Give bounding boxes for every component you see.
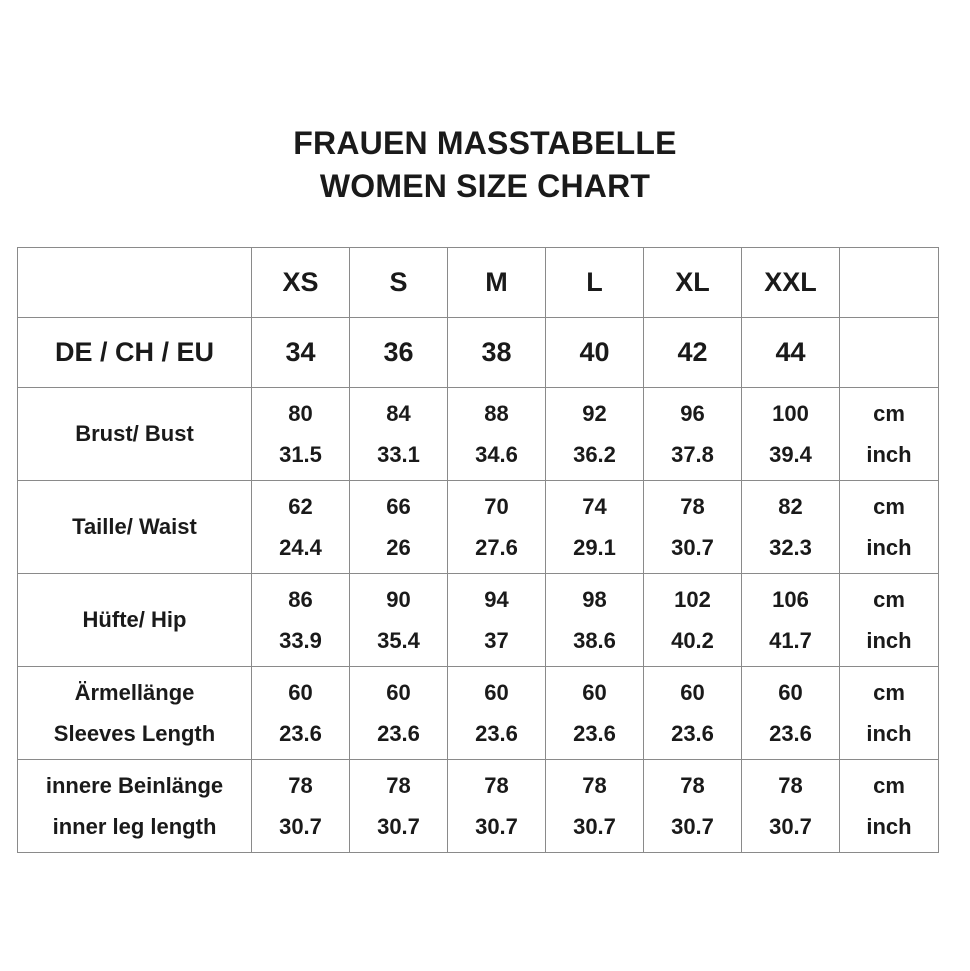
size-header-cell: XS [252,248,350,318]
unit-cell: cm inch [840,481,939,574]
measurement-cell: 80 31.5 [252,388,350,481]
unit-cell: cm inch [840,388,939,481]
size-chart-table [17,247,939,853]
de-size-cell: 42 [644,318,742,388]
measurement-cell: 78 30.7 [644,760,742,853]
de-size-row [18,318,939,388]
measurement-cell: 90 35.4 [350,574,448,667]
measurement-cell: 102 40.2 [644,574,742,667]
measurement-label: Hüfte/ Hip [18,574,252,667]
measurement-cell: 66 26 [350,481,448,574]
measurement-cell: 98 38.6 [546,574,644,667]
measurement-row-waist [18,481,939,574]
size-header-row [18,248,939,318]
measurement-cell: 74 29.1 [546,481,644,574]
measurement-label: Taille/ Waist [18,481,252,574]
de-size-cell: 44 [742,318,840,388]
de-size-cell: 38 [448,318,546,388]
measurement-cell: 60 23.6 [252,667,350,760]
unit-cell: cm inch [840,667,939,760]
measurement-cell: 62 24.4 [252,481,350,574]
measurement-cell: 78 30.7 [644,481,742,574]
header-empty-cell [18,248,252,318]
measurement-cell: 78 30.7 [350,760,448,853]
size-header-cell: S [350,248,448,318]
measurement-cell: 78 30.7 [252,760,350,853]
measurement-cell: 78 30.7 [546,760,644,853]
header-empty-cell [840,248,939,318]
measurement-cell: 86 33.9 [252,574,350,667]
measurement-cell: 60 23.6 [644,667,742,760]
measurement-label: innere Beinlänge inner leg length [18,760,252,853]
measurement-row-hip [18,574,939,667]
de-size-cell: 40 [546,318,644,388]
size-header-cell: XXL [742,248,840,318]
page-title [0,122,970,208]
unit-cell: cm inch [840,760,939,853]
measurement-row-inner-leg [18,760,939,853]
title-english: WOMEN SIZE CHART [319,168,651,204]
measurement-cell: 78 30.7 [448,760,546,853]
measurement-cell: 94 37 [448,574,546,667]
de-size-cell: 36 [350,318,448,388]
size-header-cell: L [546,248,644,318]
measurement-label: Ärmellänge Sleeves Length [18,667,252,760]
de-size-label: DE / CH / EU [18,318,252,388]
measurement-cell: 60 23.6 [350,667,448,760]
measurement-cell: 78 30.7 [742,760,840,853]
measurement-cell: 60 23.6 [546,667,644,760]
measurement-row-bust [18,388,939,481]
measurement-cell: 70 27.6 [448,481,546,574]
measurement-cell: 60 23.6 [742,667,840,760]
size-header-cell: M [448,248,546,318]
de-size-cell: 34 [252,318,350,388]
unit-cell: cm inch [840,574,939,667]
measurement-cell: 60 23.6 [448,667,546,760]
measurement-cell: 88 34.6 [448,388,546,481]
measurement-cell: 82 32.3 [742,481,840,574]
title-german: FRAUEN MASSTABELLE [293,125,677,161]
de-unit-empty-cell [840,318,939,388]
size-header-cell: XL [644,248,742,318]
measurement-cell: 92 36.2 [546,388,644,481]
measurement-cell: 84 33.1 [350,388,448,481]
measurement-cell: 96 37.8 [644,388,742,481]
measurement-label: Brust/ Bust [18,388,252,481]
measurement-row-sleeves [18,667,939,760]
measurement-cell: 100 39.4 [742,388,840,481]
measurement-cell: 106 41.7 [742,574,840,667]
